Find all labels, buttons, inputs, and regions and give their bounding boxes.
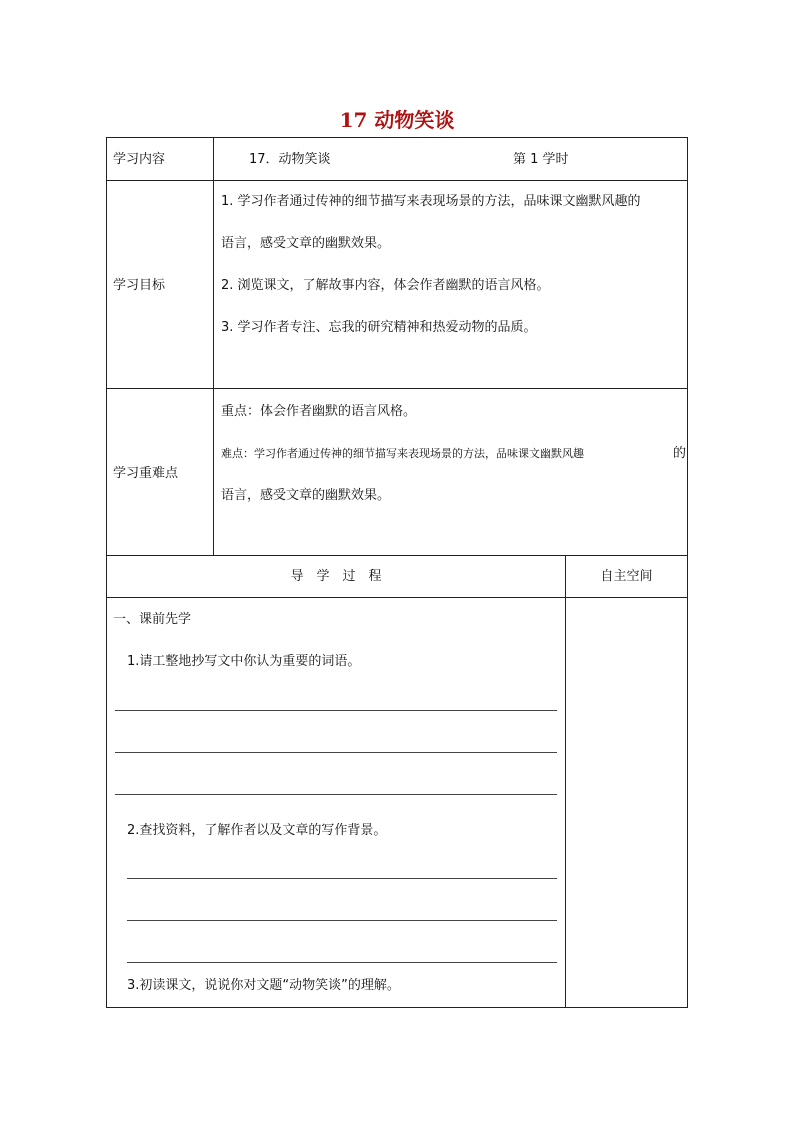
lesson-plan-table [106, 137, 688, 1008]
answer-line[interactable] [115, 752, 557, 753]
row-divider [107, 597, 687, 598]
label-key-points: 学习重难点 [113, 466, 179, 481]
goal-line: 语言，感受文章的幽默效果。 [221, 236, 391, 251]
label-study-content: 学习内容 [113, 152, 166, 167]
class-period: 第 1 学时 [513, 152, 569, 167]
document-title: 17 动物笑谈 [339, 108, 455, 132]
answer-line[interactable] [115, 794, 557, 795]
label-study-goals: 学习目标 [113, 278, 166, 293]
row-divider [107, 388, 687, 389]
difficulty-line: 语言，感受文章的幽默效果。 [221, 488, 391, 503]
question-3: 3.初读课文，说说你对文题“动物笑谈”的理解。 [127, 978, 400, 993]
answer-line[interactable] [127, 962, 557, 963]
question-1: 1.请工整地抄写文中你认为重要的词语。 [127, 654, 361, 669]
lesson-name: 17．动物笑谈 [249, 152, 331, 167]
answer-line[interactable] [127, 920, 557, 921]
column-divider [565, 555, 566, 1007]
goal-line: 2. 浏览课文，了解故事内容，体会作者幽默的语言风格。 [221, 278, 550, 293]
section-pre-study: 一、课前先学 [113, 612, 192, 627]
goal-line: 3. 学习作者专注、忘我的研究精神和热爱动物的品质。 [221, 320, 537, 335]
guide-process-header: 导 学 过 程 [290, 569, 382, 584]
row-divider [107, 180, 687, 181]
key-point-line: 重点：体会作者幽默的语言风格。 [221, 404, 417, 419]
answer-line[interactable] [127, 878, 557, 879]
column-divider [213, 138, 214, 556]
answer-line[interactable] [115, 710, 557, 711]
difficulty-line: 难点：学习作者通过传神的细节描写来表现场景的方法，品味课文幽默风趣 [221, 447, 584, 460]
question-2: 2.查找资料，了解作者以及文章的写作背景。 [127, 823, 387, 838]
row-divider [107, 555, 687, 556]
self-space-header: 自主空间 [600, 569, 653, 584]
difficulty-line-end: 的 [673, 446, 687, 461]
goal-line: 1. 学习作者通过传神的细节描写来表现场景的方法，品味课文幽默风趣的 [221, 194, 641, 209]
